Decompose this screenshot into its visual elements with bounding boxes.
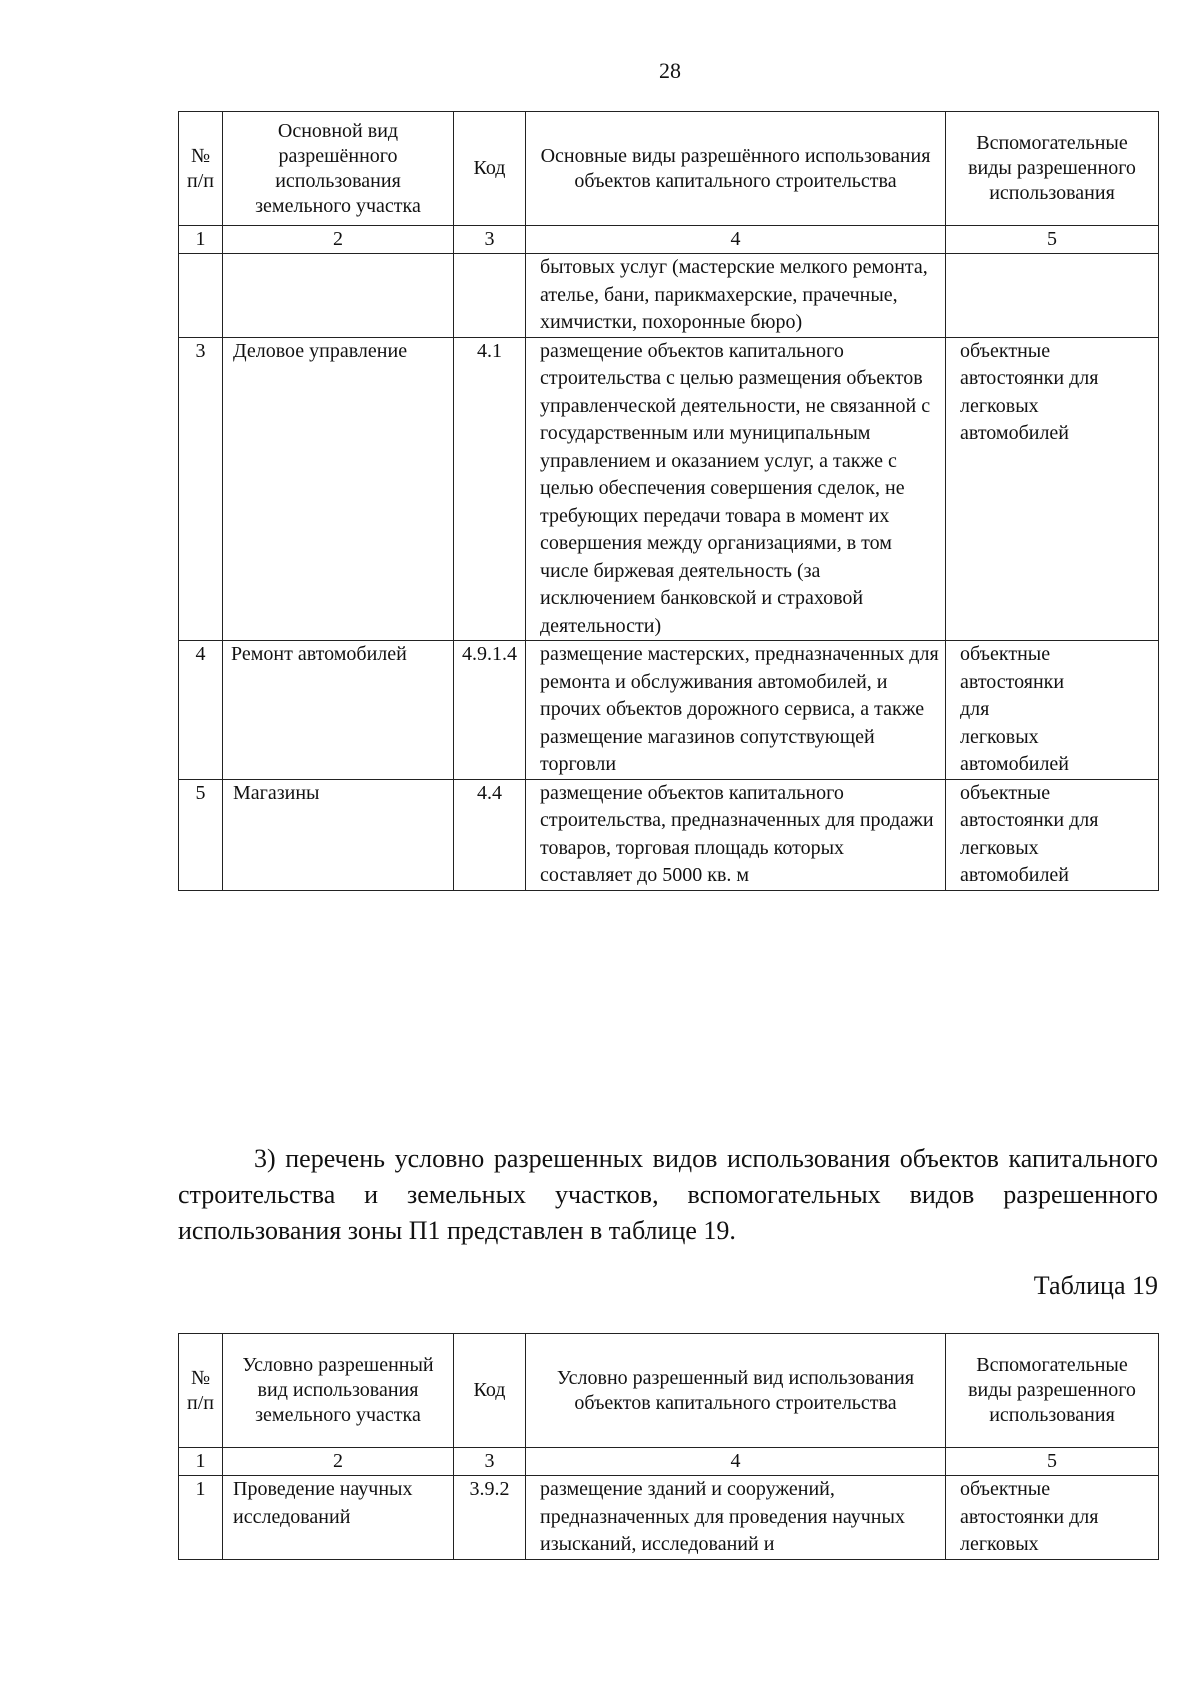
row-main-uses: размещение мастерских, предназначенных для ремонта и обслуживания автомобилей, и прочих объектов дорожного сервиса, а также размещение магазинов сопутствующей торговли [526, 641, 946, 780]
row-number: 3 [179, 337, 223, 641]
row-number: 5 [179, 779, 223, 890]
header-aux-uses: Вспомогательные виды разрешенного использования [946, 112, 1159, 226]
header-code: Код [454, 112, 526, 226]
column-number: 5 [946, 1448, 1159, 1476]
header-main-uses: Основные виды разрешённого использования объектов капитального строительства [526, 112, 946, 226]
header-aux-uses: Вспомогательные виды разрешенного использования [946, 1334, 1159, 1448]
column-number: 5 [946, 226, 1159, 254]
page-number: 28 [659, 58, 681, 83]
header-code: Код [454, 1334, 526, 1448]
row-use-type: Деловое управление [223, 337, 454, 641]
column-number: 3 [454, 226, 526, 254]
column-number: 2 [223, 1448, 454, 1476]
row-main-uses: бытовых услуг (мастерские мелкого ремонта, ателье, бани, парикмахерские, прачечные, химчистки, похоронные бюро) [526, 254, 946, 338]
header-type: Основной вид разрешённого использования земельного участка [223, 112, 454, 226]
column-number: 4 [526, 1448, 946, 1476]
row-code: 4.1 [454, 337, 526, 641]
header-main-uses: Условно разрешенный вид использования объектов капитального строительства [526, 1334, 946, 1448]
row-use-type [223, 254, 454, 338]
table-row [179, 254, 1159, 338]
table-row [179, 337, 1159, 641]
body-paragraph: 3) перечень условно разрешенных видов использования объектов капитального строительства и земельных участков, вспомогательных видов разрешенного использования зоны П1 представлен в таблице 19. [178, 1144, 1158, 1245]
table-caption: Таблица 19 [1033, 1271, 1158, 1300]
row-code: 4.9.1.4 [454, 641, 526, 780]
row-aux-uses: объектные автостоянки для легковых [946, 1476, 1159, 1560]
row-aux-uses: объектные автостоянки для легковых автомобилей [946, 641, 1159, 780]
row-aux-uses [946, 254, 1159, 338]
header-num: № п/п [179, 1334, 223, 1448]
table-row [179, 641, 1159, 780]
table-row [179, 779, 1159, 890]
row-code: 4.4 [454, 779, 526, 890]
row-main-uses: размещение объектов капитального строительства с целью размещения объектов управленческой деятельности, не связанной с государственным или муниципальным управлением и оказанием услуг, а также с целью обеспечения совершения сделок, не требующих передачи товара в момент их совершения между организациями, в том числе биржевая деятельность (за исключением банковской и страховой деятельности) [526, 337, 946, 641]
row-code [454, 254, 526, 338]
column-number: 1 [179, 226, 223, 254]
row-number [179, 254, 223, 338]
column-number: 2 [223, 226, 454, 254]
row-use-type: Проведение научных исследований [223, 1476, 454, 1560]
table-header-row [179, 112, 1159, 226]
row-aux-uses: объектные автостоянки для легковых автомобилей [946, 337, 1159, 641]
conditional-use-table [178, 1333, 1159, 1560]
row-use-type: Ремонт автомобилей [223, 641, 454, 780]
header-type: Условно разрешенный вид использования земельного участка [223, 1334, 454, 1448]
land-use-table-continued [178, 111, 1159, 891]
row-code: 3.9.2 [454, 1476, 526, 1560]
row-number: 4 [179, 641, 223, 780]
table-row [179, 1476, 1159, 1560]
row-main-uses: размещение зданий и сооружений, предназначенных для проведения научных изысканий, исследований и [526, 1476, 946, 1560]
row-use-type: Магазины [223, 779, 454, 890]
column-number-row [179, 1448, 1159, 1476]
row-number: 1 [179, 1476, 223, 1560]
column-number: 4 [526, 226, 946, 254]
column-number: 1 [179, 1448, 223, 1476]
row-main-uses: размещение объектов капитального строительства, предназначенных для продажи товаров, торговая площадь которых составляет до 5000 кв. м [526, 779, 946, 890]
header-num: № п/п [179, 112, 223, 226]
column-number: 3 [454, 1448, 526, 1476]
column-number-row [179, 226, 1159, 254]
table-header-row [179, 1334, 1159, 1448]
row-aux-uses: объектные автостоянки для легковых автомобилей [946, 779, 1159, 890]
